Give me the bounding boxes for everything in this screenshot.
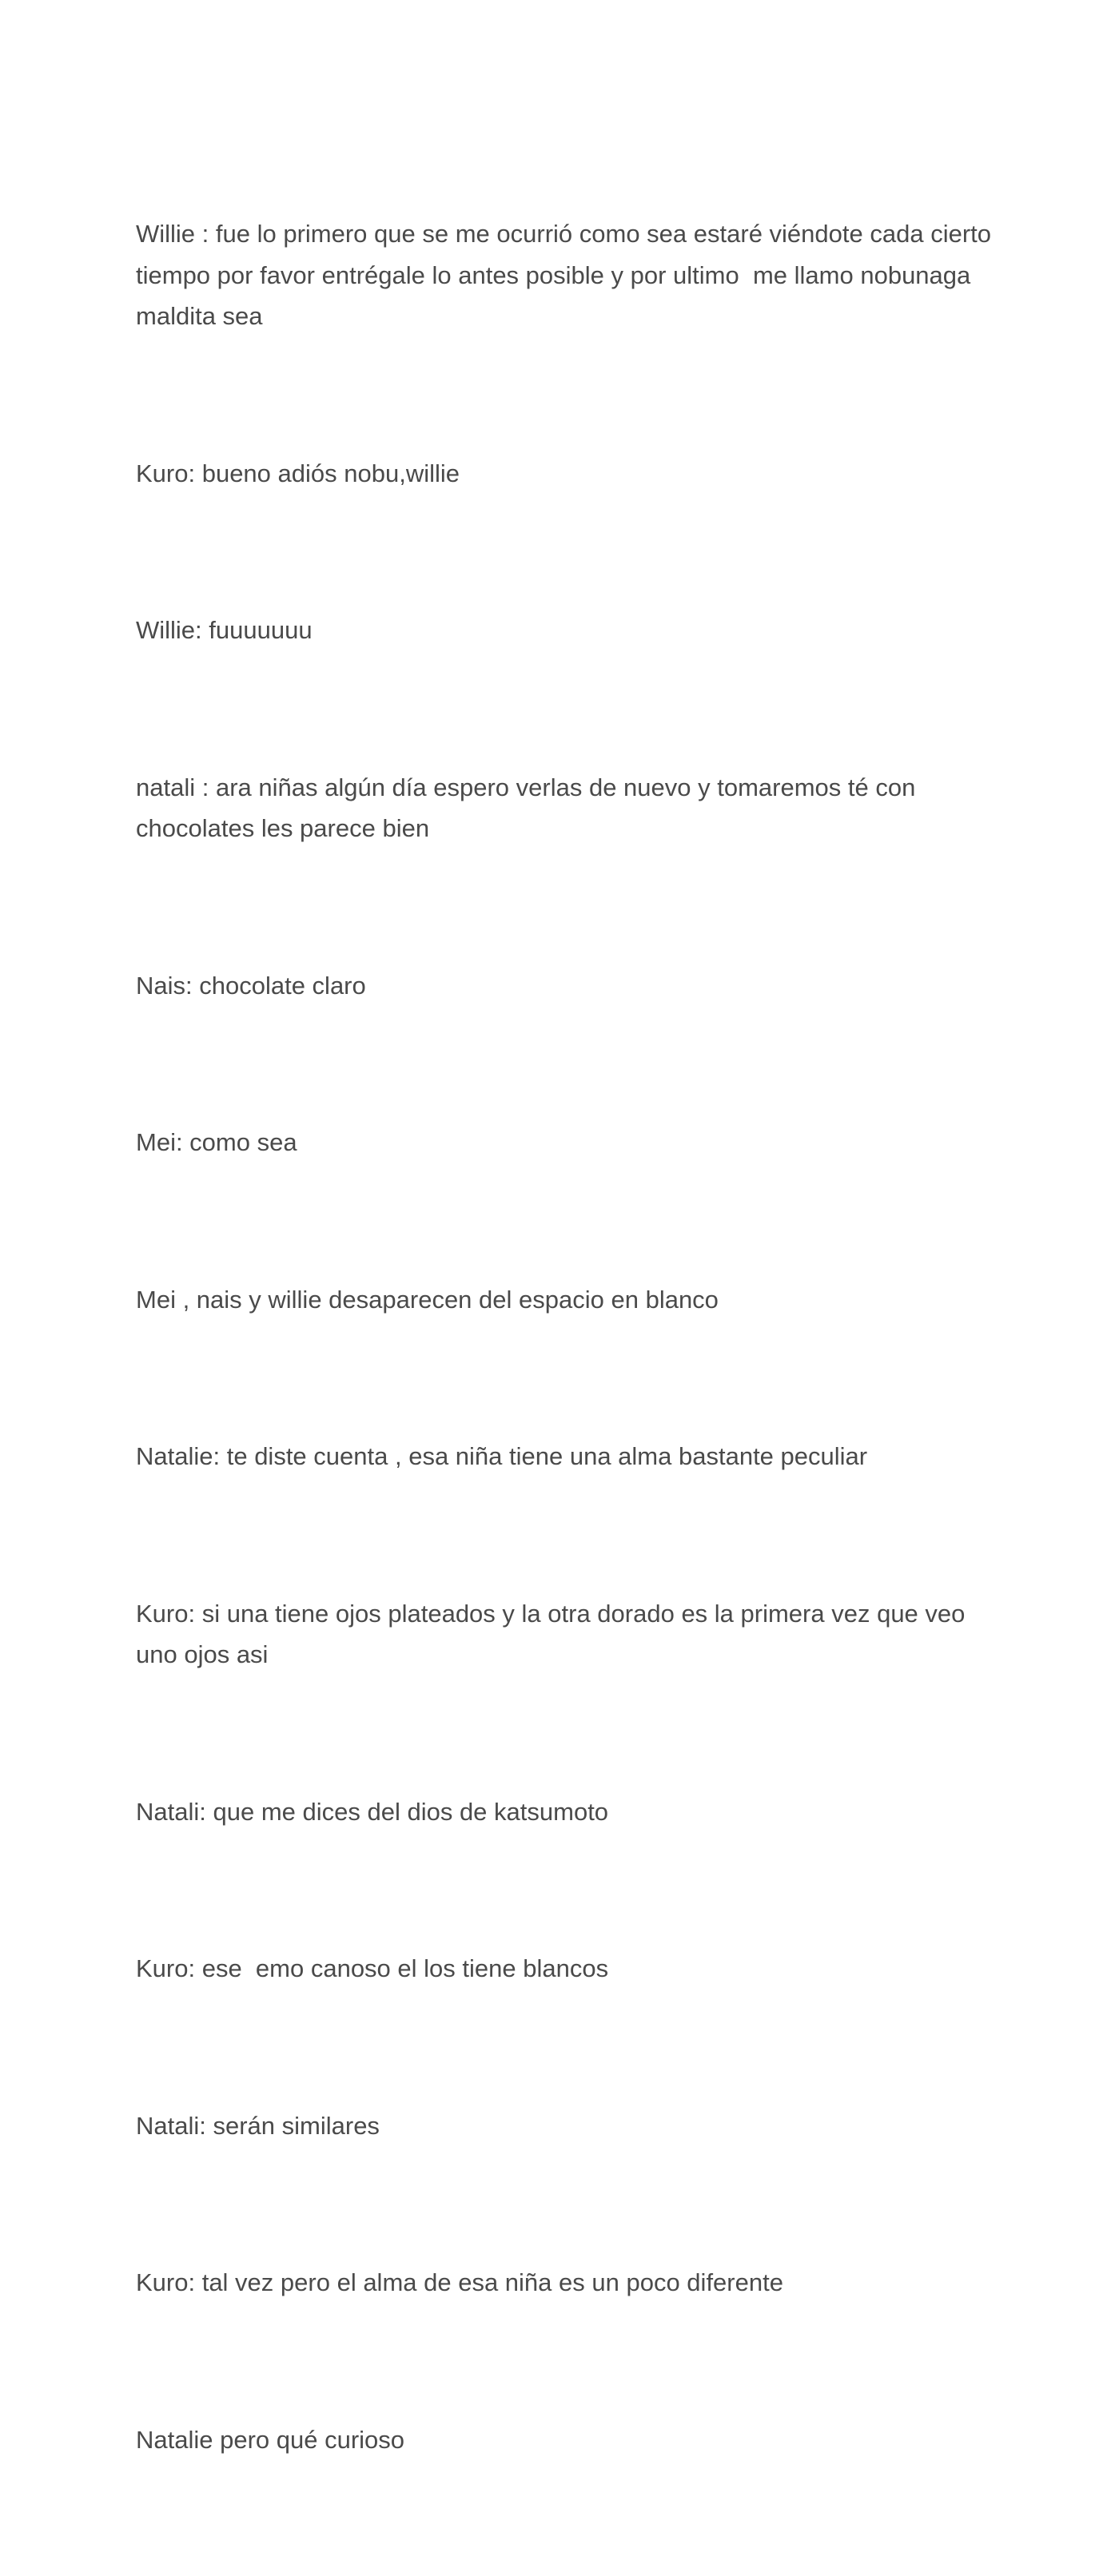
paragraph-3: Willie: fuuuuuuu [136,616,313,644]
paragraph-13: Kuro: tal vez pero el alma de esa niña es un poco diferente [136,2268,783,2296]
paragraph-5: Nais: chocolate claro [136,971,366,1000]
paragraph-2: Kuro: bueno adiós nobu,willie [136,459,460,487]
document-body [136,131,998,2576]
paragraph-14: Natalie pero qué curioso [136,2425,405,2454]
paragraph-11: Kuro: ese emo canoso el los tiene blancos [136,1954,609,1982]
paragraph-6: Mei: como sea [136,1128,297,1156]
paragraph-4: natali : ara niñas algún día espero verlas de nuevo y tomaremos té con chocolates les parece bien [136,773,922,842]
paragraph-8: Natalie: te diste cuenta , esa niña tiene una alma bastante peculiar [136,1442,868,1470]
paragraph-10: Natali: que me dices del dios de katsumoto [136,1797,609,1826]
paragraph-7: Mei , nais y willie desaparecen del espacio en blanco [136,1285,719,1314]
paragraph-1: Willie : fue lo primero que se me ocurrió como sea estaré viéndote cada cierto tiempo por favor entrégale lo antes posible y por ultimo me llamo nobunaga maldita sea [136,220,998,330]
paragraph-9: Kuro: si una tiene ojos plateados y la otra dorado es la primera vez que veo uno ojos asi [136,1599,973,1668]
paragraph-12: Natali: serán similares [136,2111,380,2140]
